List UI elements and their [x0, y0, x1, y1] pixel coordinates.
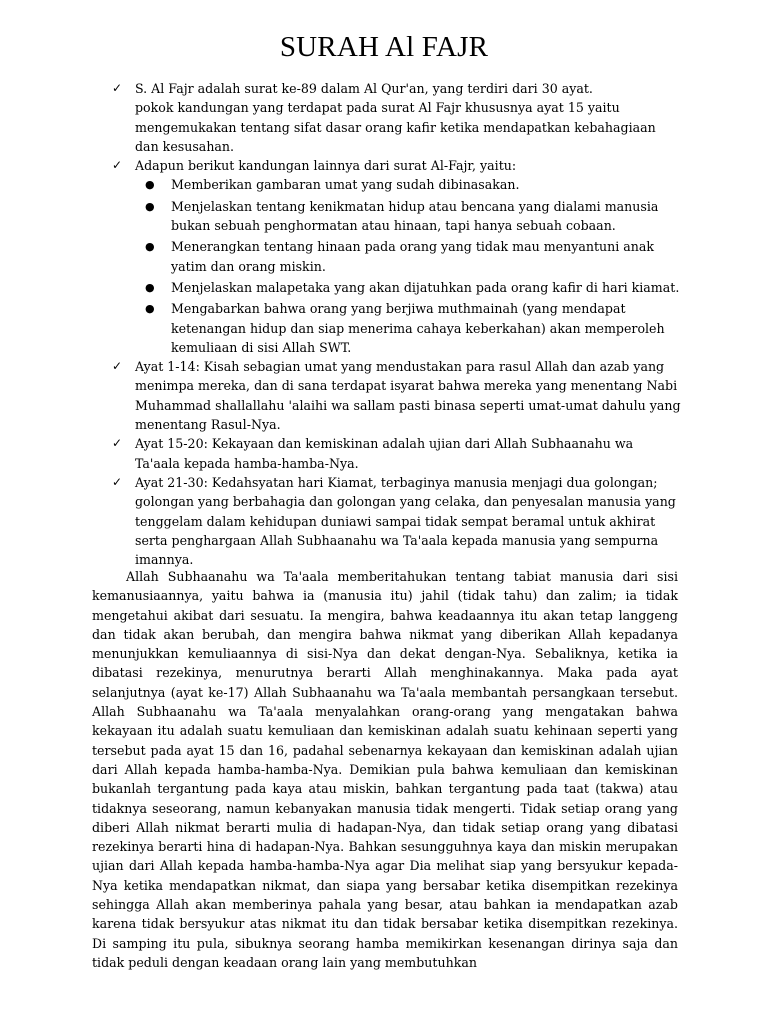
check-mark-icon: ✓ [112, 81, 123, 95]
bullet-icon: ● [145, 240, 155, 254]
bullet-item [135, 299, 681, 357]
checklist-item [111, 473, 681, 569]
check-mark-icon: ✓ [112, 474, 123, 489]
checklist-item [111, 357, 681, 434]
checklist-item [111, 156, 681, 357]
checklist-item-text: Ayat 15-20: Kekayaan dan kemiskinan adalah ujian dari Allah Subhaanahu wa Ta'aala kepada hamba-hamba-Nya. [135, 436, 634, 471]
check-mark-icon: ✓ [112, 359, 123, 374]
bullet-icon: ● [145, 302, 155, 316]
bullet-item-text: Menerangkan tentang hinaan pada orang yang tidak mau menyantuni anak yatim dan orang miskin. [171, 239, 655, 274]
bullet-item [135, 197, 681, 236]
body-paragraph: Allah Subhaanahu wa Ta'aala memberitahukan tentang tabiat manusia dari sisi kemanusiaannya, yaitu bahwa ia (manusia itu) jahil (tidak tahu) dan zalim; ia tidak mengetahui akibat dari sesuatu. Ia mengira, bahwa keadaannya itu akan tetap langgeng dan tidak akan berubah, dan mengira bahwa nikmat yang diberikan Allah kepadanya menunjukkan kemuliaannya di sisi-Nya dan dekat dengan-Nya. Sebaliknya, ketika ia dibatasi rezekinya, menurutnya berarti Allah menghinakannya. Maka pada ayat selanjutnya (ayat ke-17) Allah Subhaanahu wa Ta'aala membantah persangkaan tersebut. Allah Subhaanahu wa Ta'aala menyalahkan orang-orang yang mengatakan bahwa kekayaan itu adalah suatu kemuliaan dan kemiskinan adalah suatu kehinaan seperti yang tersebut pada ayat 15 dan 16, padahal sebenarnya kekayaan dan kemiskinan adalah ujian dari Allah kepada hamba-hamba-Nya. Demikian pula bahwa kemuliaan dan kemiskinan bukanlah tergantung pada kaya atau miskin, bahkan tergantung pada taat (takwa) atau tidaknya seseorang, namun kebanyakan manusia tidak mengerti. Tidak setiap orang yang diberi Allah nikmat berarti mulia di hadapan-Nya, dan tidak setiap orang yang dibatasi rezekinya berarti hina di hadapan-Nya. Bahkan sesungguhnya kaya dan miskin merupakan ujian dari Allah kepada hamba-hamba-Nya agar Dia melihat siap yang bersyukur kepada-Nya ketika mendapatkan nikmat, dan siapa yang bersabar ketika disempitkan rezekinya sehingga Allah akan memberinya pahala yang besar, atau bahkan ia mendapatkan azab karena tidak bersyukur atas nikmat itu dan tidak bersabar ketika disempitkan rezekinya. Di samping itu pula, sibuknya seorang hamba memikirkan kesenangan dirinya saja dan tidak peduli dengan keadaan orang lain yang membutuhkan [92, 569, 678, 970]
checklist-item [111, 434, 681, 473]
checklist-item-text: Adapun berikut kandungan lainnya dari surat Al-Fajr, yaitu: [135, 158, 517, 174]
bullet-icon: ● [145, 178, 155, 192]
bullet-item-text: Menjelaskan malapetaka yang akan dijatuhkan pada orang kafir di hari kiamat. [171, 279, 680, 295]
bullet-item-text: Menjelaskan tentang kenikmatan hidup atau bencana yang dialami manusia bukan sebuah penghormatan atau hinaan, tapi hanya sebuah cobaan. [171, 198, 659, 234]
checklist-item-text: Ayat 21-30: Kedahsyatan hari Kiamat, terbaginya manusia menjagi dua golongan; golongan yang berbahagia dan golongan yang celaka, dan penyesalan manusia yang tenggelam dalam kehidupan duniawi sampai tidak sempat beramal untuk akhirat serta penghargaan Allah Subhaanahu wa Ta'aala kepada manusia yang sempurna imannya. [135, 474, 676, 568]
checklist-item [111, 79, 681, 156]
bullet-item [135, 175, 681, 194]
check-mark-icon: ✓ [112, 436, 123, 451]
bullet-item-text: Mengabarkan bahwa orang yang berjiwa muthmainah (yang mendapat ketenangan hidup dan siap menerima cahaya keberkahan) akan memperoleh kemuliaan di sisi Allah SWT. [171, 301, 665, 355]
checklist [111, 79, 681, 569]
checklist-item-text: pokok kandungan yang terdapat pada surat Al Fajr khususnya ayat 15 yaitu mengemukakan tentang sifat dasar orang kafir ketika mendapatkan kebahagiaan dan kesusahan. [135, 100, 656, 154]
check-mark-icon: ✓ [112, 158, 123, 173]
bullet-item-text: Memberikan gambaran umat yang sudah dibinasakan. [171, 177, 520, 193]
bullet-item [135, 278, 681, 297]
bullet-list [135, 175, 681, 357]
bullet-icon: ● [145, 199, 155, 213]
bullet-item [135, 237, 681, 276]
checklist-item-text: Ayat 1-14: Kisah sebagian umat yang mendustakan para rasul Allah dan azab yang menimpa mereka, dan di sana terdapat isyarat bahwa mereka yang menentang Nabi Muhammad shallallahu 'alaihi wa sallam pasti binasa seperti umat-umat dahulu yang menentang Rasul-Nya. [135, 359, 681, 433]
page-title: SURAH Al FAJR [279, 31, 489, 63]
bullet-icon: ● [145, 280, 155, 294]
checklist-item-text: S. Al Fajr adalah surat ke-89 dalam Al Qur'an, yang terdiri dari 30 ayat. [135, 81, 593, 96]
